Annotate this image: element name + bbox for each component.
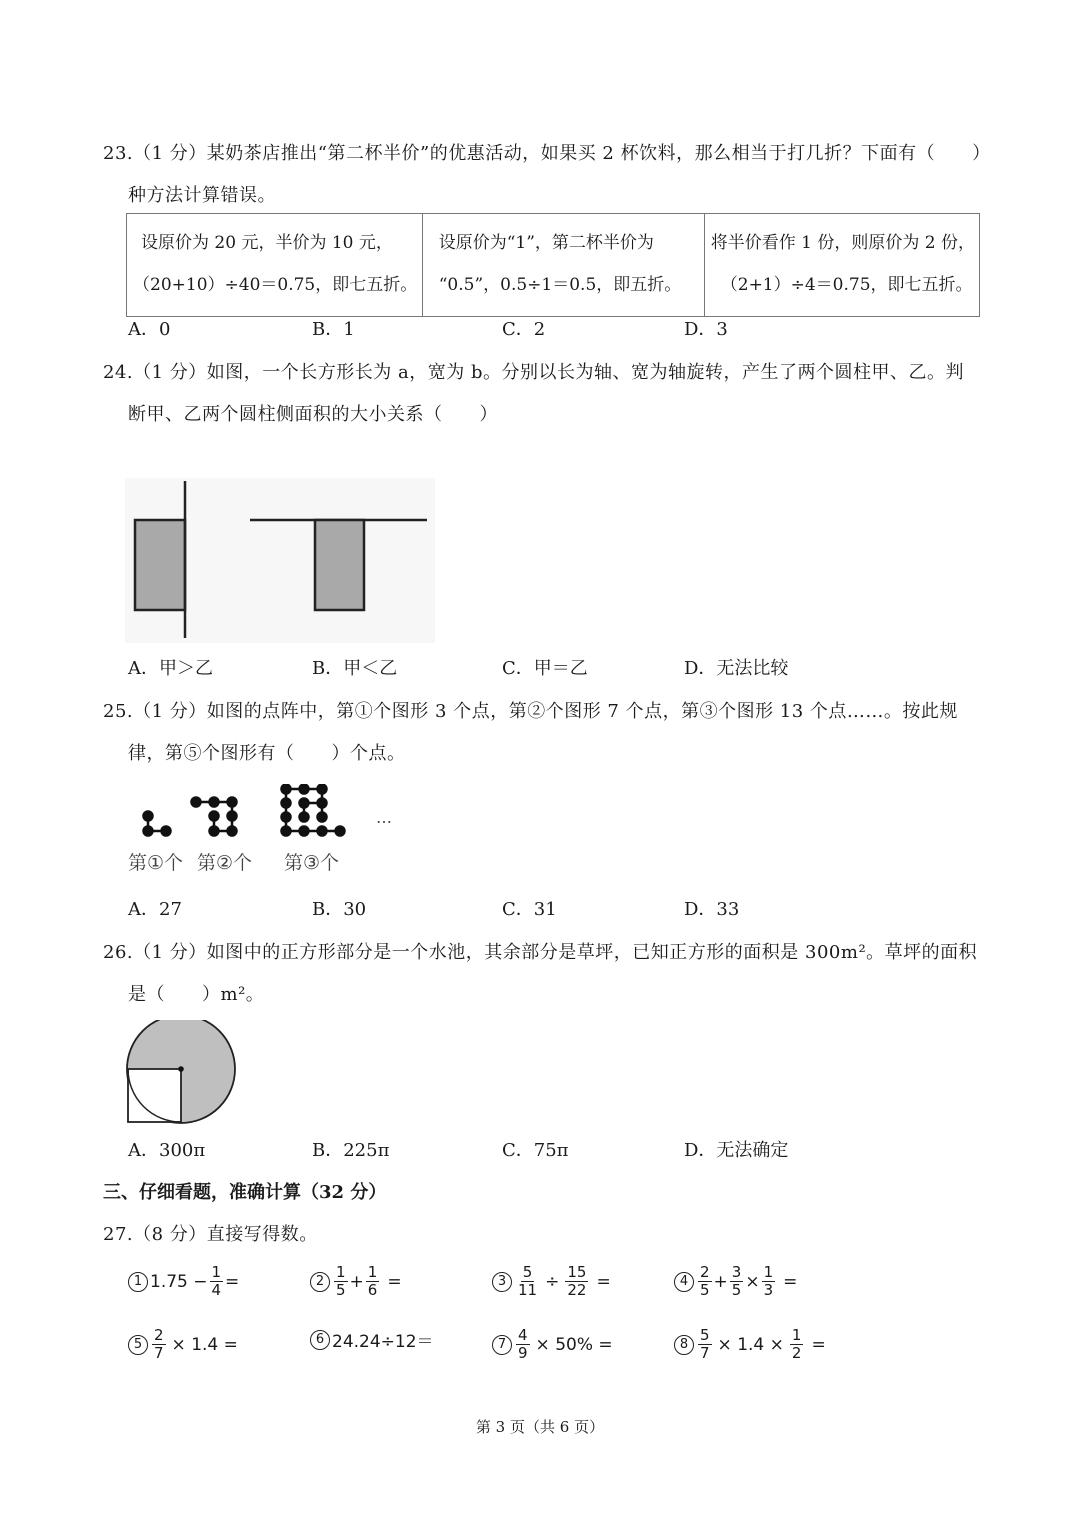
q25-ellipsis: … (376, 808, 392, 827)
item-number-8: 8 (674, 1335, 694, 1355)
equals-sign: = (811, 1334, 826, 1355)
numerator: 4 (518, 1326, 528, 1344)
q23-stem-line1: 23.（1 分）某奶茶店推出“第二杯半价”的优惠活动，如果买 2 杯饮料，那么相当于打几折？下面有（ ） (103, 143, 991, 164)
calc-item-4 (674, 1264, 797, 1299)
operator: + (349, 1271, 364, 1292)
equals-sign: = (387, 1271, 402, 1292)
q26-pond-figure (126, 1020, 240, 1124)
calc-1-left: 1.75 − (150, 1271, 208, 1292)
denominator: 9 (518, 1344, 528, 1362)
item-number-5: 5 (128, 1335, 148, 1355)
fraction (790, 1327, 804, 1362)
dot-figure-2 (192, 798, 237, 836)
q24-option-a[interactable]: A．甲＞乙 (128, 658, 213, 679)
operator: ÷ (545, 1271, 560, 1292)
fraction (516, 1327, 530, 1362)
q23-stem-line2: 种方法计算错误。 (128, 185, 276, 206)
denominator: 7 (700, 1344, 710, 1362)
item-number-1: 1 (128, 1272, 148, 1292)
q27-title: 27.（8 分）直接写得数。 (103, 1224, 318, 1245)
equals-sign: = (783, 1271, 798, 1292)
calc-item-2 (310, 1264, 402, 1299)
calc-item-6 (310, 1327, 434, 1352)
numerator: 1 (211, 1263, 222, 1281)
operator: × (745, 1271, 760, 1292)
denominator: 2 (791, 1344, 802, 1362)
q24-stem-line1: 24.（1 分）如图，一个长方形长为 a，宽为 b。分别以长为轴、宽为轴旋转，产生了两个圆柱甲、乙。判 (103, 362, 964, 383)
method-cell-2 (422, 214, 704, 317)
q23-option-a[interactable]: A．0 (128, 319, 171, 340)
q25-caption-3: 第③个 (284, 852, 340, 874)
q26-option-b[interactable]: B．225π (312, 1140, 390, 1161)
numerator: 2 (154, 1326, 164, 1344)
method-1-line2: （20+10）÷40＝0.75，即七五折。 (133, 275, 418, 295)
calc-item-8 (674, 1327, 826, 1362)
q25-option-b[interactable]: B．30 (312, 899, 367, 920)
item-number-6: 6 (310, 1330, 330, 1350)
method-2-line2: “0.5”，0.5÷1＝0.5，即五折。 (438, 275, 682, 295)
calc-6-expression: 24.24÷12＝ (332, 1332, 434, 1352)
operator: + (713, 1271, 728, 1292)
q26-option-c[interactable]: C．75π (502, 1140, 569, 1161)
section-3-heading: 三、仔细看题，准确计算（32 分） (103, 1182, 387, 1203)
denominator: 3 (763, 1281, 774, 1299)
calc-5-right: × 1.4 = (171, 1334, 238, 1355)
numerator: 1 (336, 1263, 346, 1281)
equals-sign: = (596, 1271, 611, 1292)
q25-stem-line1: 25.（1 分）如图的点阵中，第①个图形 3 个点，第②个图形 7 个点，第③个图形 13 个点……。按此规 (103, 701, 958, 722)
q25-caption-1: 第①个 (128, 852, 184, 874)
pond-square (128, 1069, 181, 1122)
q24-option-c[interactable]: C．甲＝乙 (502, 658, 588, 679)
q26-option-a[interactable]: A．300π (128, 1140, 206, 1161)
fraction (698, 1264, 712, 1299)
q24-option-b[interactable]: B．甲＜乙 (312, 658, 398, 679)
item-number-3: 3 (492, 1272, 512, 1292)
fraction (152, 1327, 166, 1362)
fraction (366, 1264, 380, 1299)
page-footer: 第 3 页（共 6 页） (475, 1418, 605, 1436)
fraction (698, 1327, 712, 1362)
numerator: 1 (763, 1263, 774, 1281)
numerator: 2 (700, 1263, 710, 1281)
dot-figure-1 (144, 812, 171, 836)
q23-option-c[interactable]: C．2 (502, 319, 546, 340)
numerator: 5 (522, 1263, 533, 1281)
method-2-line1: 设原价为“1”，第二杯半价为 (438, 233, 654, 253)
denominator: 5 (731, 1281, 742, 1299)
q23-option-d[interactable]: D．3 (684, 319, 728, 340)
circle-center-dot (178, 1066, 184, 1072)
numerator: 3 (731, 1263, 742, 1281)
operator: × 1.4 × (717, 1334, 784, 1355)
q25-dot-pattern-figure (140, 784, 380, 842)
q25-option-a[interactable]: A．27 (128, 899, 182, 920)
calc-item-7 (492, 1327, 613, 1362)
denominator: 5 (336, 1281, 346, 1299)
fraction (565, 1264, 588, 1299)
denominator: 6 (367, 1281, 378, 1299)
denominator: 7 (154, 1344, 164, 1362)
q24-option-d[interactable]: D．无法比较 (684, 658, 789, 679)
calc-item-1 (128, 1264, 239, 1299)
numerator: 5 (700, 1326, 710, 1344)
fraction (210, 1264, 224, 1299)
fraction (762, 1264, 776, 1299)
fraction (516, 1264, 539, 1299)
dot-figure-3 (282, 785, 345, 836)
calc-7-right: × 50% = (535, 1334, 613, 1355)
calc-item-5 (128, 1327, 238, 1362)
q26-option-d[interactable]: D．无法确定 (684, 1140, 789, 1161)
q24-stem-line2: 断甲、乙两个圆柱侧面积的大小关系（ ） (128, 404, 498, 425)
rectangle-short-axis (315, 520, 364, 610)
q26-stem-line2: 是（ ）m²。 (128, 984, 265, 1005)
item-number-4: 4 (674, 1272, 694, 1292)
item-number-2: 2 (310, 1272, 330, 1292)
q26-stem-line1: 26.（1 分）如图中的正方形部分是一个水池，其余部分是草坪，已知正方形的面积是 300m²。草坪的面积 (103, 942, 978, 963)
q23-option-b[interactable]: B．1 (312, 319, 355, 340)
q24-rotation-figure (125, 478, 435, 643)
denominator: 11 (518, 1281, 538, 1299)
equals-sign: = (225, 1271, 240, 1292)
method-3-line2: （2+1）÷4＝0.75，即七五折。 (720, 275, 973, 295)
method-3-line1: 将半价看作 1 份，则原价为 2 份， (710, 233, 975, 253)
fraction (334, 1264, 348, 1299)
denominator: 5 (700, 1281, 710, 1299)
q25-caption-2: 第②个 (197, 852, 253, 874)
method-cell-3 (704, 214, 979, 317)
fraction (730, 1264, 744, 1299)
q25-stem-line2: 律，第⑤个图形有（ ）个点。 (128, 743, 406, 764)
rectangle-long-axis (135, 520, 185, 610)
denominator: 4 (211, 1281, 222, 1299)
numerator: 1 (791, 1326, 802, 1344)
q25-option-d[interactable]: D．33 (684, 899, 740, 920)
item-number-7: 7 (492, 1335, 512, 1355)
method-1-line1: 设原价为 20 元，半价为 10 元， (141, 233, 393, 253)
calc-item-3 (492, 1264, 611, 1299)
denominator: 22 (567, 1281, 587, 1299)
method-cell-1 (127, 214, 423, 317)
q23-methods-table (126, 213, 980, 317)
numerator: 1 (367, 1263, 378, 1281)
numerator: 15 (567, 1263, 587, 1281)
q25-option-c[interactable]: C．31 (502, 899, 557, 920)
